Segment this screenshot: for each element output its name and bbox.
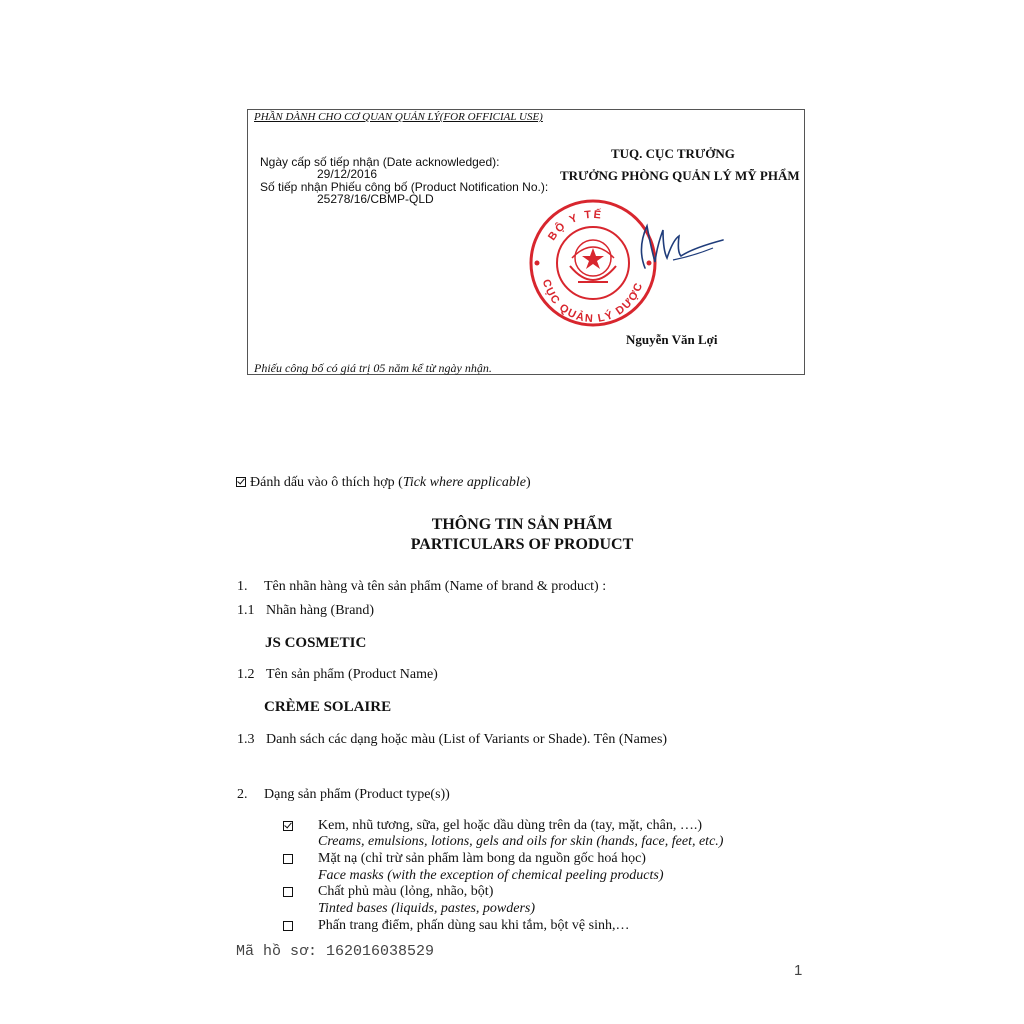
option-3-vi: Chất phủ màu (lỏng, nhão, bột): [318, 884, 494, 899]
section2-label: Dạng sản phẩm (Product type(s)): [264, 787, 450, 802]
brand-value: JS COSMETIC: [265, 635, 367, 651]
tick-note-en: Tick where applicable: [402, 475, 526, 490]
option-1-vi: Kem, nhũ tương, sữa, gel hoặc dầu dùng trên da (tay, mặt, chân, ….): [318, 818, 703, 833]
option-3-en: Tinted bases (liquids, pastes, powders): [318, 901, 536, 916]
official-use-header: PHẦN DÀNH CHO CƠ QUAN QUẢN LÝ(FOR OFFICIAL USE): [254, 111, 543, 123]
section2-number: 2.: [237, 787, 248, 802]
product-number: 1.2: [237, 667, 255, 682]
brand-label: Nhãn hàng (Brand): [266, 603, 375, 618]
stamp-top-text: BỘ Y TẾ: [545, 208, 604, 243]
product-value: CRÈME SOLAIRE: [264, 699, 392, 715]
option-1-en: Creams, emulsions, lotions, gels and oils for skin (hands, face, feet, etc.): [318, 834, 724, 849]
option-4-checkbox[interactable]: [283, 921, 293, 931]
section1-label: Tên nhãn hàng và tên sản phẩm (Name of brand & product) :: [264, 579, 607, 594]
authority-title-1: TUQ. CỤC TRƯỞNG: [611, 146, 735, 161]
tick-note-vi: Đánh dấu vào ô thích hợp (: [250, 475, 403, 490]
variants-label: Danh sách các dạng hoặc màu (List of Variants or Shade). Tên (Names): [266, 732, 668, 747]
tick-note: [236, 475, 531, 491]
svg-text:CỤC QUẢN LÝ DƯỢC: [540, 278, 646, 325]
authority-title-2: TRƯỞNG PHÒNG QUẢN LÝ MỸ PHẨM: [560, 168, 800, 183]
product-label: Tên sản phẩm (Product Name): [266, 667, 438, 682]
option-2-vi: Mặt nạ (chỉ trừ sản phẩm làm bong da nguồn gốc hoá học): [318, 851, 646, 866]
validity-note: Phiếu công bố có giá trị 05 năm kể từ ngày nhận.: [254, 361, 492, 375]
tick-note-close: ): [525, 475, 531, 490]
dossier-code: Mã hồ sơ: 162016038529: [236, 943, 435, 960]
signer-name: Nguyễn Văn Lợi: [626, 332, 718, 347]
brand-number: 1.1: [237, 603, 255, 618]
notification-number-label: Số tiếp nhận Phiếu công bố (Product Notification No.):: [260, 180, 549, 194]
date-acknowledged-label: Ngày cấp số tiếp nhận (Date acknowledged):: [260, 155, 500, 169]
option-4-vi: Phấn trang điểm, phấn dùng sau khi tắm, bột vệ sinh,…: [318, 918, 630, 933]
variants-number: 1.3: [237, 732, 255, 747]
option-2-en: Face masks (with the exception of chemical peeling products): [318, 868, 664, 883]
heading-en: PARTICULARS OF PRODUCT: [410, 536, 634, 553]
heading-vi: THÔNG TIN SẢN PHẨM: [431, 516, 613, 533]
stamp-bottom-text: CỤC QUẢN LÝ DƯỢC: [539, 278, 646, 326]
tick-sample-checkbox: [236, 477, 246, 487]
option-2-checkbox[interactable]: [283, 854, 293, 864]
option-3-checkbox[interactable]: [283, 887, 293, 897]
notification-number-value: 25278/16/CBMP-QLD: [317, 192, 434, 206]
date-acknowledged-value: 29/12/2016: [317, 167, 378, 181]
signature-icon: [633, 218, 733, 278]
page-number: 1: [794, 962, 803, 979]
option-1-checkbox[interactable]: [283, 821, 293, 831]
section1-number: 1.: [237, 579, 248, 594]
official-use-box: [247, 109, 805, 375]
